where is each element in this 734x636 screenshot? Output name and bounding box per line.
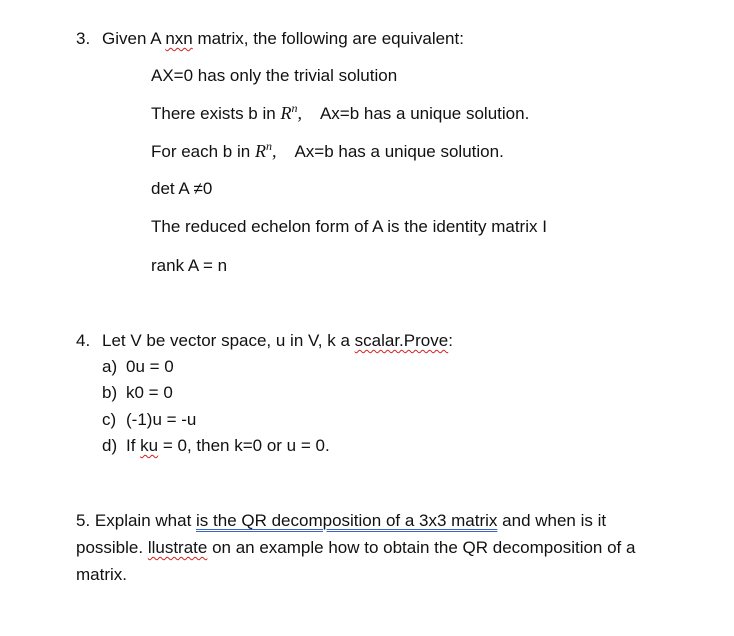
q3-item-rank: rank A = n: [151, 256, 228, 275]
q3-intro-post: matrix, the following are equivalent:: [192, 29, 464, 48]
q4-part-d-post: = 0, then k=0 or u = 0.: [158, 436, 330, 455]
q4-intro-squiggle: scalar.Prove: [354, 331, 449, 350]
q4-part-a-text: 0u = 0: [126, 357, 174, 376]
q3-item-each-pre: For each b in: [151, 142, 255, 161]
q5-line-1-link: is the QR decomposition of a 3x3 matrix: [196, 511, 498, 530]
q3-item-each-post: Ax=b has a unique solution.: [294, 142, 504, 161]
q4-number: 4.: [76, 331, 91, 350]
q3-item-echelon: The reduced echelon form of A is the identity matrix I: [151, 217, 547, 236]
q3-intro-nxn: nxn: [165, 29, 193, 48]
q4-part-d-label: d): [102, 436, 118, 455]
q5-line-1-post: and when is it: [497, 511, 607, 530]
q5-line-2-squiggle: llustrate: [147, 538, 208, 557]
q4-part-b-text: k0 = 0: [126, 383, 173, 402]
q5-line-2-post: on an example how to obtain the QR decomposition of a: [207, 538, 636, 557]
q4-part-c: [102, 410, 196, 430]
q5-line-2-pre: possible.: [76, 538, 148, 557]
q5-line-2: [76, 538, 635, 558]
q3-item-trivial: AX=0 has only the trivial solution: [151, 66, 398, 85]
q3-item-det: det A ≠0: [151, 179, 213, 198]
q4-intro-pre: Let V be vector space, u in V, k a: [102, 331, 355, 350]
rn-symbol: $R^n$,: [254, 139, 277, 161]
q4-part-d-ku: ku: [140, 436, 159, 455]
q5-line-1: [76, 511, 606, 531]
q3-item-each: [151, 141, 504, 162]
q5-line-1-pre: 5. Explain what: [76, 511, 197, 530]
q4-intro: [76, 331, 453, 351]
q3-number: 3.: [76, 29, 91, 48]
q4-part-c-text: (-1)u = -u: [126, 410, 197, 429]
q4-part-b-label: b): [102, 383, 118, 402]
q4-part-d-pre: If: [126, 436, 141, 455]
q3-item-exists-post: Ax=b has a unique solution.: [319, 104, 530, 123]
q4-part-a-label: a): [102, 357, 118, 376]
q4-part-d: [102, 436, 330, 456]
q3-item-exists: [151, 103, 529, 124]
q4-intro-post: :: [448, 331, 453, 350]
q4-part-a: [102, 357, 174, 377]
q3-intro: [76, 29, 464, 49]
q4-part-b: [102, 383, 173, 403]
q3-item-exists-pre: There exists b in: [151, 104, 281, 123]
q3-intro-pre: Given A: [102, 29, 166, 48]
q4-part-c-label: c): [102, 410, 117, 429]
rn-symbol: $R^n$,: [280, 101, 302, 123]
q5-line-3: matrix.: [76, 565, 127, 584]
